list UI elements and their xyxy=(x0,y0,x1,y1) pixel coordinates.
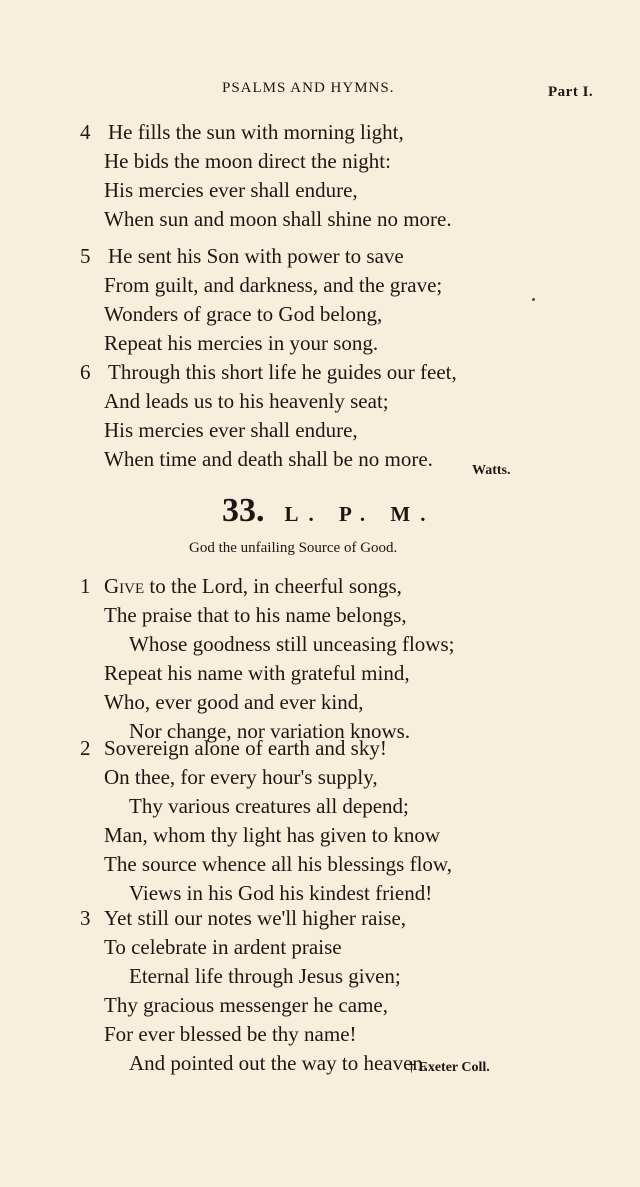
hymn-meter: L. P. M. xyxy=(284,502,436,526)
verse-line: For ever blessed be thy name! xyxy=(104,1022,357,1046)
stanza-number: 4 xyxy=(80,120,91,144)
stanza-number: 3 xyxy=(80,906,91,930)
verse-line: Views in his God his kindest friend! xyxy=(129,881,433,905)
verse-line: When sun and moon shall shine no more. xyxy=(104,207,452,231)
verse-line: Repeat his mercies in your song. xyxy=(104,331,379,355)
stanza-number: 5 xyxy=(80,244,91,268)
verse-line: When time and death shall be no more. xyxy=(104,447,433,471)
verse-line: And pointed out the way to heaven. xyxy=(129,1051,429,1075)
verse-line: Man, whom thy light has given to know xyxy=(104,823,440,847)
attribution-exeter: † Exeter Coll. xyxy=(408,1060,490,1075)
verse-line: Nor change, nor variation knows. xyxy=(129,719,411,743)
verse-line: Sovereign alone of earth and sky! xyxy=(104,736,387,760)
hymn-subtitle: God the unfailing Source of Good. xyxy=(189,540,398,556)
verse-line: He fills the sun with morning light, xyxy=(108,120,404,144)
verse-line: Eternal life through Jesus given; xyxy=(129,964,401,988)
verse-line: to the Lord, in cheerful songs, xyxy=(144,574,402,598)
attribution-watts: Watts. xyxy=(472,463,511,478)
verse-line: He sent his Son with power to save xyxy=(108,244,404,268)
hymn-number: 33. xyxy=(222,492,265,529)
verse-line: The praise that to his name belongs, xyxy=(104,603,407,627)
verse-line: Thy various creatures all depend; xyxy=(129,794,409,818)
verse-line: Thy gracious messenger he came, xyxy=(104,993,388,1017)
verse-line: His mercies ever shall endure, xyxy=(104,178,358,202)
paper-speck xyxy=(532,298,535,301)
verse-line: Wonders of grace to God belong, xyxy=(104,302,383,326)
running-title: PSALMS AND HYMNS. xyxy=(222,80,395,96)
hymn-heading xyxy=(222,492,435,530)
verse-line: Whose goodness still unceasing flows; xyxy=(129,632,455,656)
verse-first-word: Give xyxy=(104,574,145,598)
verse-line: Repeat his name with grateful mind, xyxy=(104,661,410,685)
stanza-number: 6 xyxy=(80,360,91,384)
stanza-number: 1 xyxy=(80,574,91,598)
stanza-number: 2 xyxy=(80,736,91,760)
verse-line: The source whence all his blessings flow, xyxy=(104,852,452,876)
verse-line: To celebrate in ardent praise xyxy=(104,935,342,959)
verse-line: From guilt, and darkness, and the grave; xyxy=(104,273,443,297)
part-label: Part I. xyxy=(548,84,594,100)
verse-line: Yet still our notes we'll higher raise, xyxy=(104,906,407,930)
verse-line: On thee, for every hour's supply, xyxy=(104,765,378,789)
verse-line: Who, ever good and ever kind, xyxy=(104,690,364,714)
verse-line: And leads us to his heavenly seat; xyxy=(104,389,389,413)
verse-line: Through this short life he guides our feet, xyxy=(108,360,457,384)
verse-line: He bids the moon direct the night: xyxy=(104,149,391,173)
verse-line: His mercies ever shall endure, xyxy=(104,418,358,442)
